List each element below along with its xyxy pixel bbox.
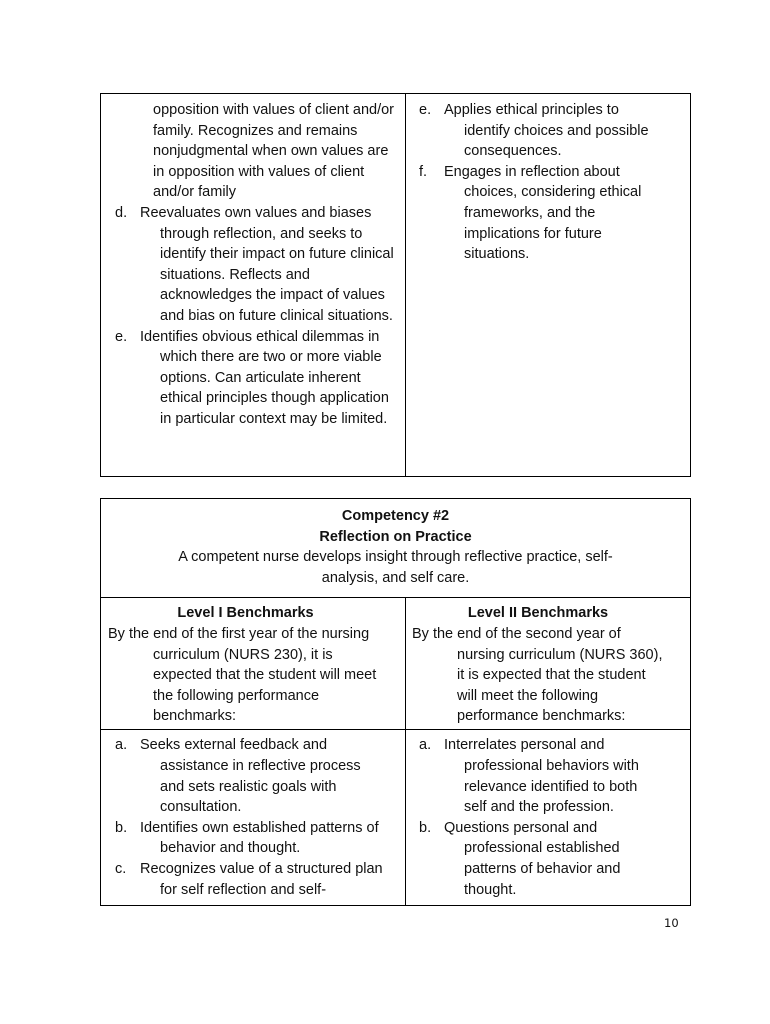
- level2-items-cell: [406, 730, 691, 906]
- level2-title: Level II Benchmarks: [467, 605, 609, 622]
- competency-name: Reflection on Practice: [319, 528, 472, 545]
- list-item: opposition with values of client and/or family. Recognizes and remains nonjudgmental when own values are in opposition with values of client and/or family: [153, 102, 395, 201]
- level1-continued-cell: [101, 94, 406, 477]
- list-item: c. Recognizes value of a structured plan for self reflection and self-: [115, 860, 383, 898]
- level2-continued-cell: [406, 94, 691, 477]
- level2-benchmarks-cell: [406, 598, 691, 730]
- level1-items-cell: [101, 730, 406, 906]
- list-item: b. Questions personal and professional established patterns of behavior and thought.: [419, 819, 621, 898]
- list-item: e. Identifies obvious ethical dilemmas in which there are two or more viable options. Can articulate inherent ethical principles though application in particular context may be limited.: [115, 328, 389, 427]
- continued-benchmarks-table: [100, 93, 691, 477]
- competency-2-table: [100, 498, 691, 906]
- list-item: e. Applies ethical principles to identify choices and possible consequences.: [419, 102, 649, 160]
- competency-description: A competent nurse develops insight through reflective practice, self-analysis, and self care.: [178, 549, 613, 586]
- list-item: d. Reevaluates own values and biases through reflection, and seeks to identify their impact on future clinical situations. Reflects and acknowledges the impact of values and bias on future clinical situations.: [115, 204, 394, 324]
- list-item: a. Seeks external feedback and assistance in reflective process and sets realistic goals with consultation.: [115, 737, 361, 816]
- list-item: f. Engages in reflection about choices, considering ethical frameworks, and the implications for future situations.: [419, 163, 642, 263]
- list-item: b. Identifies own established patterns of behavior and thought.: [115, 819, 379, 857]
- competency-header: [101, 499, 691, 598]
- competency-number: Competency #2: [341, 508, 450, 524]
- page-number: 10: [664, 916, 679, 930]
- level1-title: Level I Benchmarks: [177, 605, 314, 622]
- level1-intro: By the end of the first year of the nursing curriculum (NURS 230), it is expected that the student will meet the following performance benchmarks:: [108, 625, 377, 725]
- level2-intro: By the end of the second year of nursing curriculum (NURS 360), it is expected that the student will meet the following performance benchmarks:: [412, 625, 663, 725]
- list-item: a. Interrelates personal and professional behaviors with relevance identified to both self and the profession.: [419, 737, 639, 816]
- level1-benchmarks-cell: [101, 598, 406, 730]
